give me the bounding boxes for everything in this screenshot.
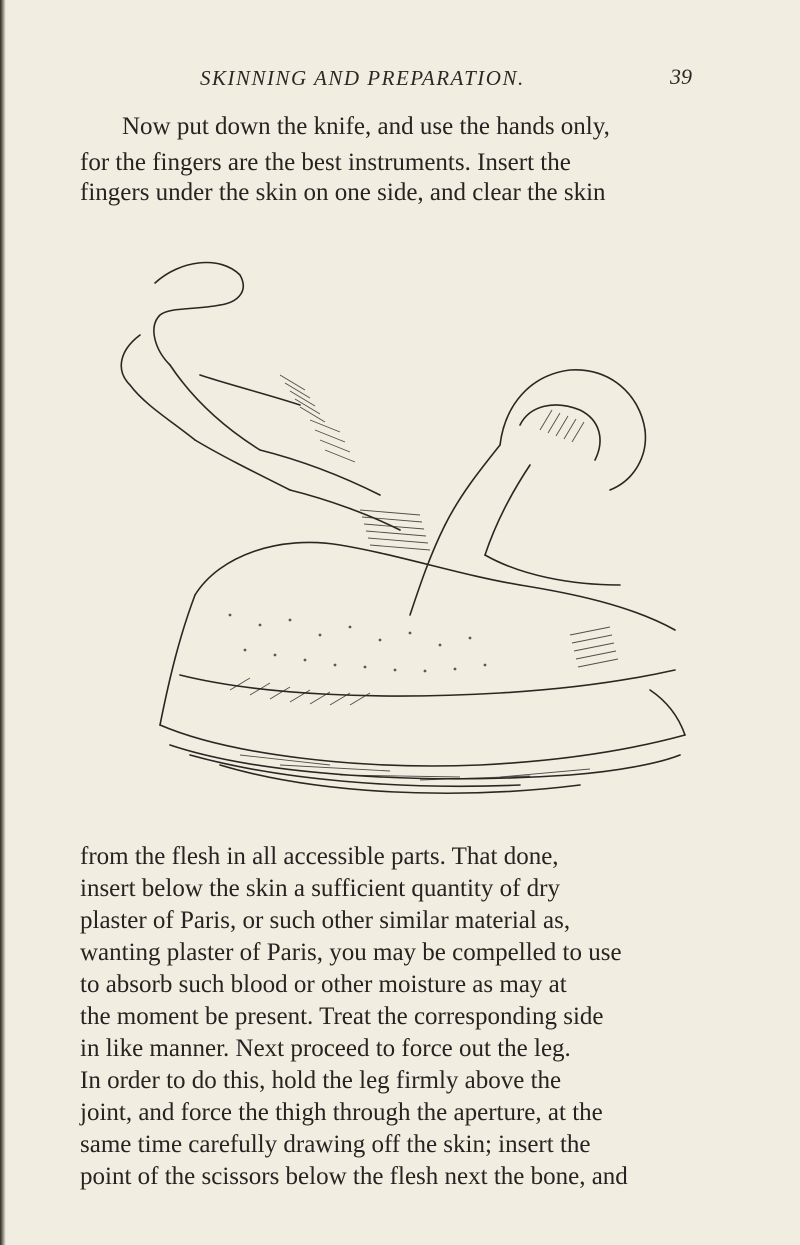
text-line: fingers under the skin on one side, and clear the skin: [80, 179, 606, 206]
hands-skinning-bird-illustration: [100, 255, 690, 830]
binding-edge: [0, 0, 6, 1245]
text-line: from the flesh in all accessible parts. That done,: [80, 843, 559, 870]
text-line: point of the scissors below the flesh next the bone, and: [80, 1163, 628, 1190]
text-line: in like manner. Next proceed to force out the leg.: [80, 1035, 571, 1062]
text-line: to absorb such blood or other moisture as may at: [80, 971, 567, 998]
page-number: 39: [670, 64, 692, 89]
text-line: joint, and force the thigh through the aperture, at the: [80, 1099, 603, 1126]
text-line: same time carefully drawing off the skin; insert the: [80, 1131, 591, 1158]
text-line: the moment be present. Treat the corresponding side: [80, 1003, 604, 1030]
text-line: plaster of Paris, or such other similar material as,: [80, 907, 571, 934]
text-line: wanting plaster of Paris, you may be compelled to use: [80, 939, 622, 966]
text-line: In order to do this, hold the leg firmly above the: [80, 1067, 562, 1094]
running-title: SKINNING AND PREPARATION.: [200, 66, 525, 90]
text-line: Now put down the knife, and use the hands only,: [122, 113, 610, 140]
engraving-figure: [100, 255, 690, 830]
text-line: for the fingers are the best instruments. Insert the: [80, 149, 571, 176]
text-line: insert below the skin a sufficient quantity of dry: [80, 875, 560, 902]
